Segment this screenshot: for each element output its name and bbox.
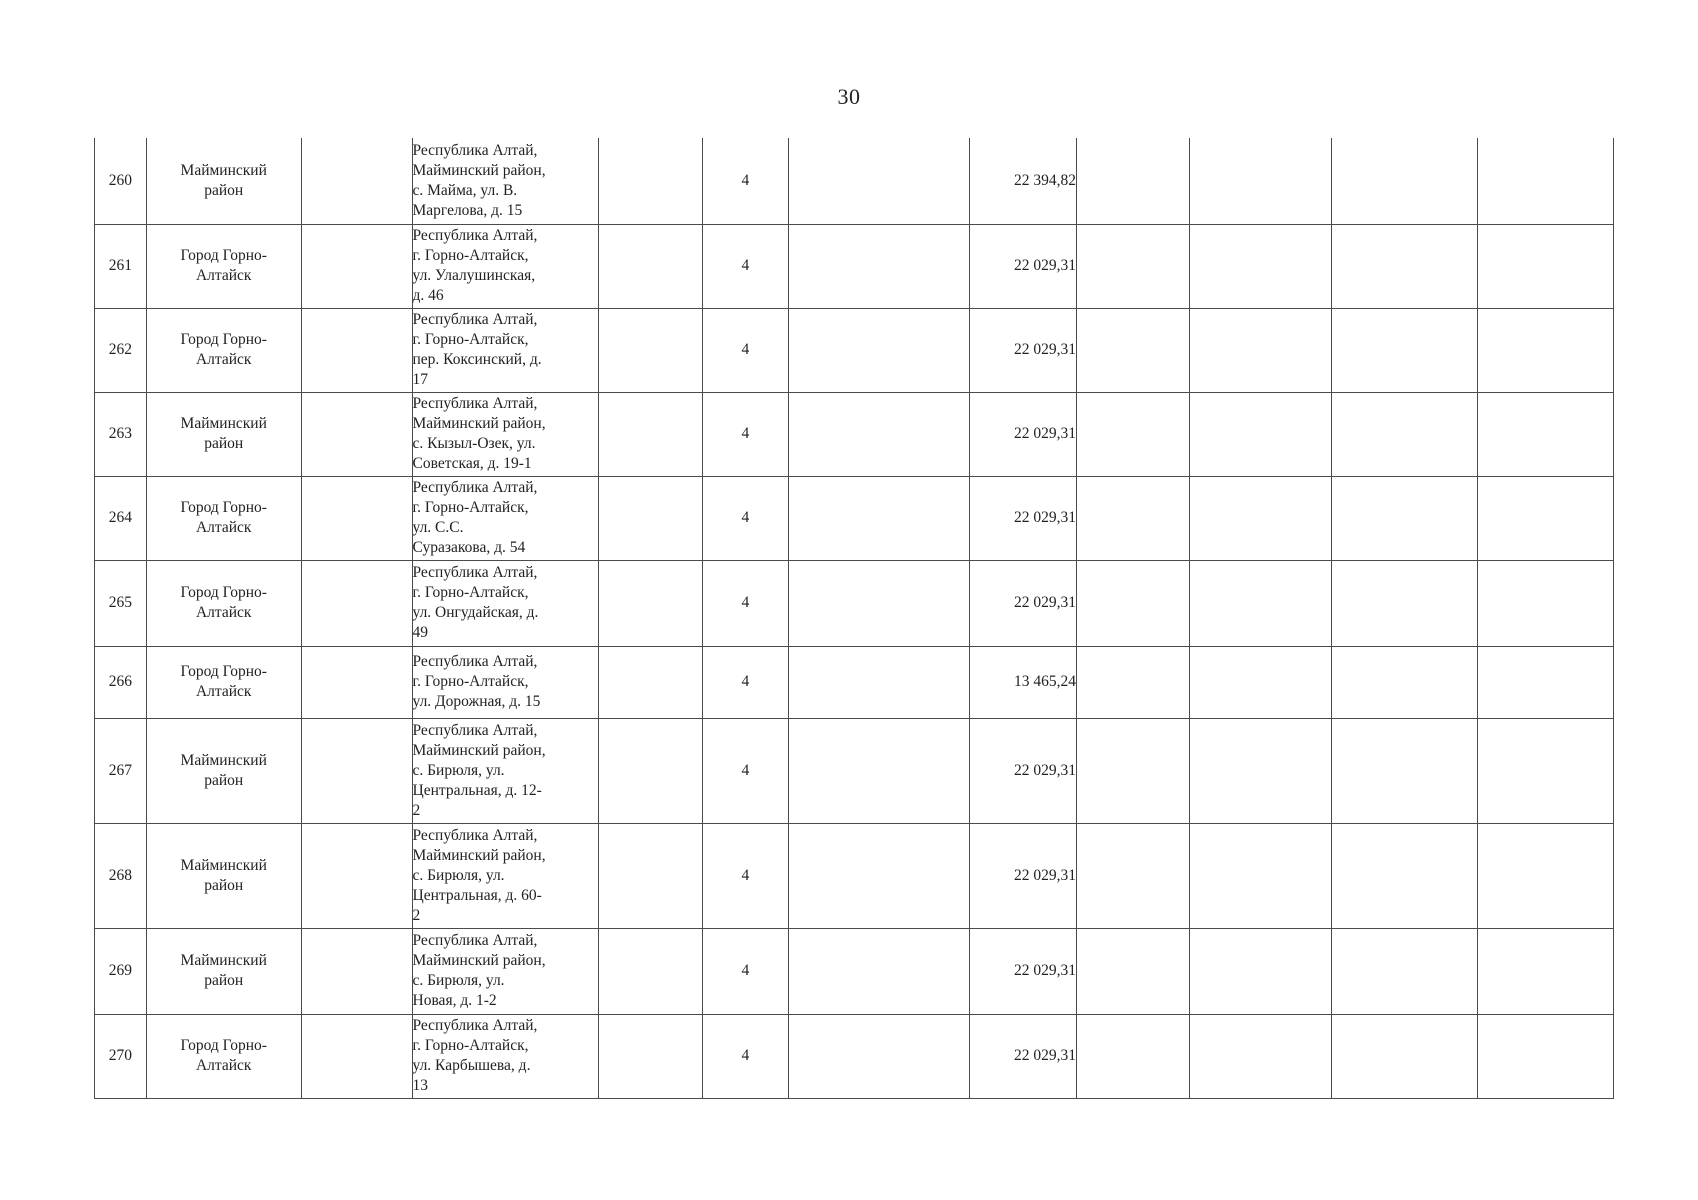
address-cell	[412, 928, 599, 1014]
district-line: Алтайск	[195, 351, 252, 368]
district-cell	[146, 224, 301, 308]
district-cell	[146, 928, 301, 1014]
district-line: район	[204, 876, 244, 894]
table-row	[95, 718, 1614, 823]
empty-cell	[599, 224, 702, 308]
empty-cell	[1477, 476, 1613, 560]
empty-cell	[1332, 224, 1478, 308]
district-line: Майминский	[180, 856, 267, 874]
address-line: Центральная, д. 60-	[412, 886, 542, 904]
district-line: Алтайск	[195, 519, 252, 536]
address-line: Республика Алтай,	[412, 653, 538, 670]
district-line: Алтайск	[195, 1057, 252, 1074]
amount-cell: 13 465,24	[970, 646, 1077, 718]
count-cell: 4	[702, 476, 788, 560]
empty-cell	[1332, 392, 1478, 476]
register-table	[94, 138, 1614, 1099]
empty-cell	[789, 823, 970, 928]
address-line: г. Горно-Алтайск,	[412, 673, 529, 690]
empty-cell	[1189, 823, 1331, 928]
empty-cell	[1077, 560, 1190, 646]
district-line: Город Горно-	[180, 247, 267, 264]
row-number: 264	[95, 476, 147, 560]
district-line: Майминский	[180, 952, 267, 969]
page-number: 30	[837, 84, 861, 109]
address-line: Новая, д. 1-2	[412, 992, 497, 1009]
address-line: г. Горно-Алтайск,	[412, 247, 529, 264]
empty-cell	[1189, 1014, 1331, 1098]
empty-cell	[1332, 718, 1478, 823]
district-cell	[146, 392, 301, 476]
count-cell: 4	[702, 646, 788, 718]
count-cell: 4	[702, 392, 788, 476]
empty-cell	[789, 646, 970, 718]
empty-cell	[1477, 224, 1613, 308]
address-line: Республика Алтай,	[412, 932, 538, 949]
count-cell: 4	[702, 308, 788, 392]
empty-cell	[1189, 646, 1331, 718]
district-cell	[146, 138, 301, 224]
count-cell: 4	[702, 718, 788, 823]
empty-cell	[1477, 646, 1613, 718]
empty-cell	[1477, 560, 1613, 646]
amount-cell: 22 029,31	[970, 718, 1077, 823]
empty-cell	[1077, 476, 1190, 560]
count-cell: 4	[702, 928, 788, 1014]
empty-cell	[1189, 928, 1331, 1014]
district-line: Город Горно-	[180, 663, 267, 680]
row-number: 263	[95, 392, 147, 476]
address-line: Майминский район,	[412, 846, 546, 864]
district-line: Город Горно-	[180, 584, 267, 601]
district-line: район	[204, 181, 244, 199]
table-row	[95, 392, 1614, 476]
empty-cell	[301, 476, 412, 560]
amount-cell: 22 029,31	[970, 224, 1077, 308]
table-row	[95, 138, 1614, 224]
empty-cell	[301, 138, 412, 224]
amount-cell: 22 029,31	[970, 928, 1077, 1014]
table-row	[95, 308, 1614, 392]
table-row	[95, 476, 1614, 560]
empty-cell	[1189, 560, 1331, 646]
empty-cell	[1477, 308, 1613, 392]
empty-cell	[1077, 823, 1190, 928]
district-cell	[146, 646, 301, 718]
address-line: г. Горно-Алтайск,	[412, 1037, 529, 1054]
empty-cell	[1077, 224, 1190, 308]
empty-cell	[301, 718, 412, 823]
empty-cell	[1332, 928, 1478, 1014]
district-line: Город Горно-	[180, 499, 267, 516]
district-line: Майминский	[180, 161, 267, 179]
address-line: Республика Алтай,	[412, 826, 538, 844]
count-cell: 4	[702, 560, 788, 646]
address-line: ул. Улалушинская,	[412, 267, 536, 284]
district-line: Алтайск	[195, 267, 252, 284]
address-cell	[412, 476, 599, 560]
empty-cell	[599, 392, 702, 476]
empty-cell	[789, 928, 970, 1014]
empty-cell	[599, 718, 702, 823]
empty-cell	[301, 392, 412, 476]
address-line: Республика Алтай,	[412, 479, 538, 496]
amount-cell: 22 029,31	[970, 308, 1077, 392]
address-line: с. Майма, ул. В.	[412, 181, 518, 199]
count-cell: 4	[702, 823, 788, 928]
empty-cell	[1477, 138, 1613, 224]
address-line: Майминский район,	[412, 415, 546, 432]
amount-cell: 22 029,31	[970, 476, 1077, 560]
empty-cell	[1189, 392, 1331, 476]
address-line: Суразакова, д. 54	[412, 539, 526, 556]
row-number: 266	[95, 646, 147, 718]
empty-cell	[1077, 646, 1190, 718]
address-line: Майминский район,	[412, 741, 546, 759]
amount-cell: 22 394,82	[970, 138, 1077, 224]
address-line: ул. Дорожная, д. 15	[412, 693, 541, 710]
empty-cell	[1077, 138, 1190, 224]
address-line: Республика Алтай,	[412, 395, 538, 412]
empty-cell	[301, 1014, 412, 1098]
address-cell	[412, 224, 599, 308]
empty-cell	[599, 823, 702, 928]
table-row	[95, 224, 1614, 308]
empty-cell	[1332, 138, 1478, 224]
empty-cell	[1332, 560, 1478, 646]
address-line: Майминский район,	[412, 952, 546, 969]
table-row	[95, 560, 1614, 646]
count-cell: 4	[702, 1014, 788, 1098]
address-line: Республика Алтай,	[412, 564, 538, 581]
empty-cell	[1189, 718, 1331, 823]
amount-cell: 22 029,31	[970, 392, 1077, 476]
address-cell	[412, 646, 599, 718]
address-line: д. 46	[412, 287, 444, 304]
district-line: район	[204, 972, 244, 989]
amount-cell: 22 029,31	[970, 823, 1077, 928]
empty-cell	[599, 928, 702, 1014]
address-line: Республика Алтай,	[412, 227, 538, 244]
row-number: 262	[95, 308, 147, 392]
row-number: 261	[95, 224, 147, 308]
address-line: ул. С.С.	[412, 519, 464, 536]
district-cell	[146, 476, 301, 560]
empty-cell	[1477, 718, 1613, 823]
address-line: 2	[412, 801, 421, 819]
address-line: Республика Алтай,	[412, 1017, 538, 1034]
empty-cell	[599, 560, 702, 646]
empty-cell	[599, 138, 702, 224]
address-line: с. Кызыл-Озек, ул.	[412, 435, 536, 452]
district-cell	[146, 308, 301, 392]
empty-cell	[1189, 224, 1331, 308]
row-number: 268	[95, 823, 147, 928]
row-number: 267	[95, 718, 147, 823]
address-cell	[412, 138, 599, 224]
empty-cell	[1477, 1014, 1613, 1098]
empty-cell	[301, 224, 412, 308]
district-line: Алтайск	[195, 604, 252, 621]
empty-cell	[599, 308, 702, 392]
empty-cell	[1332, 823, 1478, 928]
empty-cell	[789, 1014, 970, 1098]
district-line: Город Горно-	[180, 1037, 267, 1054]
empty-cell	[789, 308, 970, 392]
empty-cell	[789, 560, 970, 646]
district-line: Алтайск	[195, 683, 252, 700]
address-line: ул. Карбышева, д.	[412, 1057, 531, 1074]
address-cell	[412, 718, 599, 823]
amount-cell: 22 029,31	[970, 560, 1077, 646]
empty-cell	[1477, 392, 1613, 476]
address-line: с. Бирюля, ул.	[412, 866, 505, 884]
address-line: Республика Алтай,	[412, 721, 538, 739]
amount-cell: 22 029,31	[970, 1014, 1077, 1098]
empty-cell	[1077, 1014, 1190, 1098]
district-cell	[146, 823, 301, 928]
address-line: 49	[412, 624, 428, 641]
empty-cell	[1332, 476, 1478, 560]
empty-cell	[789, 138, 970, 224]
empty-cell	[789, 476, 970, 560]
address-line: Республика Алтай,	[412, 311, 538, 328]
address-line: с. Бирюля, ул.	[412, 761, 505, 779]
empty-cell	[301, 928, 412, 1014]
address-line: 13	[412, 1077, 428, 1094]
address-cell	[412, 560, 599, 646]
address-line: Центральная, д. 12-	[412, 781, 542, 799]
address-line: Маргелова, д. 15	[412, 201, 523, 219]
table-row	[95, 646, 1614, 718]
address-line: г. Горно-Алтайск,	[412, 499, 529, 516]
empty-cell	[599, 476, 702, 560]
row-number: 260	[95, 138, 147, 224]
address-line: Советская, д. 19-1	[412, 455, 532, 472]
empty-cell	[599, 1014, 702, 1098]
district-cell	[146, 560, 301, 646]
address-line: Республика Алтай,	[412, 141, 538, 159]
empty-cell	[301, 823, 412, 928]
empty-cell	[1332, 646, 1478, 718]
empty-cell	[301, 560, 412, 646]
district-line: район	[204, 771, 244, 789]
empty-cell	[301, 308, 412, 392]
address-line: г. Горно-Алтайск,	[412, 584, 529, 601]
empty-cell	[1189, 138, 1331, 224]
empty-cell	[1077, 392, 1190, 476]
empty-cell	[789, 224, 970, 308]
empty-cell	[1077, 928, 1190, 1014]
empty-cell	[1077, 718, 1190, 823]
empty-cell	[1189, 476, 1331, 560]
empty-cell	[1477, 928, 1613, 1014]
address-line: г. Горно-Алтайск,	[412, 331, 529, 348]
empty-cell	[1189, 308, 1331, 392]
empty-cell	[599, 646, 702, 718]
address-cell	[412, 392, 599, 476]
empty-cell	[1077, 308, 1190, 392]
table-row	[95, 823, 1614, 928]
count-cell: 4	[702, 224, 788, 308]
count-cell: 4	[702, 138, 788, 224]
address-line: ул. Онгудайская, д.	[412, 604, 539, 621]
table-row	[95, 1014, 1614, 1098]
district-line: Майминский	[180, 751, 267, 769]
address-cell	[412, 308, 599, 392]
empty-cell	[1332, 1014, 1478, 1098]
row-number: 269	[95, 928, 147, 1014]
table-row	[95, 928, 1614, 1014]
empty-cell	[789, 392, 970, 476]
address-cell	[412, 823, 599, 928]
address-cell	[412, 1014, 599, 1098]
district-line: Майминский	[180, 415, 267, 432]
district-cell	[146, 1014, 301, 1098]
district-line: район	[204, 435, 244, 452]
address-line: 2	[412, 906, 421, 924]
address-line: 17	[412, 371, 428, 388]
address-line: с. Бирюля, ул.	[412, 972, 505, 989]
empty-cell	[301, 646, 412, 718]
address-line: пер. Коксинский, д.	[412, 351, 542, 368]
row-number: 270	[95, 1014, 147, 1098]
empty-cell	[1332, 308, 1478, 392]
address-line: Майминский район,	[412, 161, 546, 179]
empty-cell	[789, 718, 970, 823]
empty-cell	[1477, 823, 1613, 928]
row-number: 265	[95, 560, 147, 646]
district-line: Город Горно-	[180, 331, 267, 348]
district-cell	[146, 718, 301, 823]
